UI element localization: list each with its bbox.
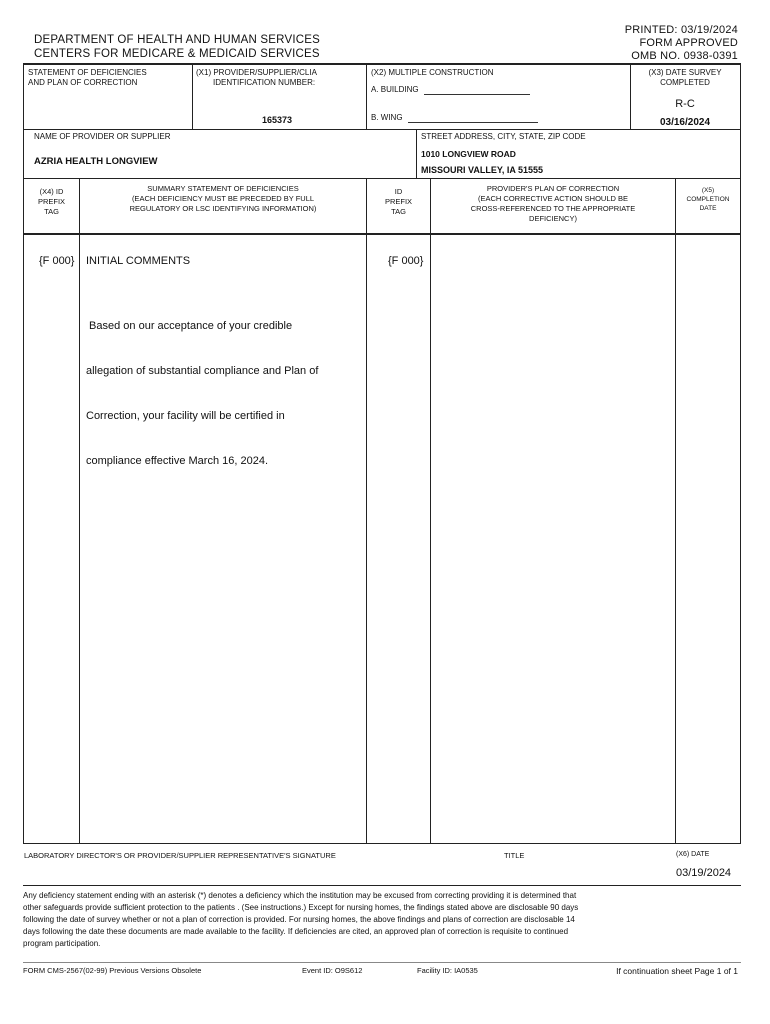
survey-code: R-C bbox=[675, 98, 695, 110]
summary-header-3: REGULATORY OR LSC IDENTIFYING INFORMATION) bbox=[129, 204, 317, 213]
title-label: TITLE bbox=[504, 851, 525, 860]
wing-label: B. WING bbox=[371, 113, 403, 122]
x3-label-1: (X3) DATE SURVEY bbox=[648, 68, 722, 77]
x4-header-3: TAG bbox=[44, 207, 59, 216]
plan-header-4: DEFICIENCY) bbox=[529, 214, 577, 223]
footnote bbox=[23, 890, 738, 950]
x5-header-1: (X5) bbox=[701, 187, 715, 194]
plan-header-3: CROSS-REFERENCED TO THE APPROPRIATE bbox=[470, 204, 636, 213]
footer-divider bbox=[23, 962, 741, 963]
city-state-zip: MISSOURI VALLEY, IA 51555 bbox=[421, 165, 544, 175]
deficiency-tag-right: {F 000} bbox=[388, 255, 424, 267]
event-id: Event ID: O9S612 bbox=[302, 966, 363, 975]
entry-body bbox=[86, 289, 361, 484]
x1-label-1: (X1) PROVIDER/SUPPLIER/CLIA bbox=[196, 68, 317, 77]
x5-header-3: DATE bbox=[699, 205, 717, 212]
x4-header-1: (X4) ID bbox=[39, 187, 64, 196]
building-label: A. BUILDING bbox=[371, 85, 419, 94]
facility-id: Facility ID: IA0535 bbox=[417, 966, 478, 975]
address-label: STREET ADDRESS, CITY, STATE, ZIP CODE bbox=[421, 132, 586, 141]
building-field bbox=[424, 86, 530, 95]
plan-header-2: (EACH CORRECTIVE ACTION SHOULD BE bbox=[477, 194, 629, 203]
entry-line: Based on our acceptance of your credible bbox=[86, 320, 293, 332]
footnote-line: days following the date these documents are made available to the facility. If deficiencies are cited, an approved plan of correction is requisite to continued bbox=[23, 927, 569, 936]
x2-label: (X2) MULTIPLE CONSTRUCTION bbox=[371, 68, 494, 77]
form-number: FORM CMS-2567(02-99) Previous Versions Obsolete bbox=[23, 966, 202, 975]
entry-line: allegation of substantial compliance and Plan of bbox=[86, 365, 319, 377]
signature-label: LABORATORY DIRECTOR'S OR PROVIDER/SUPPLIER REPRESENTATIVE'S SIGNATURE bbox=[24, 851, 336, 860]
entry-line: Correction, your facility will be certified in bbox=[86, 410, 285, 422]
department-name: DEPARTMENT OF HEALTH AND HUMAN SERVICES bbox=[34, 34, 320, 46]
x1-label-2: IDENTIFICATION NUMBER: bbox=[213, 78, 316, 87]
footnote-line: other safeguards provide sufficient protection to the patients . (See instructions.) Except for nursing homes, the findings stated above are disclosable 90 days bbox=[23, 903, 579, 912]
wing-field bbox=[408, 114, 538, 123]
x4-header-2: PREFIX bbox=[37, 197, 66, 206]
footnote-line: Any deficiency statement ending with an asterisk (*) denotes a deficiency which the institution may be excused from correcting providing it is determined that bbox=[23, 891, 577, 900]
deficiency-tag-left: {F 000} bbox=[39, 255, 75, 267]
summary-header-2: (EACH DEFICIENCY MUST BE PRECEDED BY FULL bbox=[131, 194, 315, 203]
survey-date: 03/16/2024 bbox=[659, 117, 711, 128]
signature-date: 03/19/2024 bbox=[676, 867, 732, 879]
provider-id-number: 165373 bbox=[262, 115, 293, 125]
omb-number: OMB NO. 0938-0391 bbox=[631, 50, 738, 62]
statement-label-2: AND PLAN OF CORRECTION bbox=[28, 78, 138, 87]
x6-date-label: (X6) DATE bbox=[676, 851, 710, 858]
agency-name: CENTERS FOR MEDICARE & MEDICAID SERVICES bbox=[34, 48, 320, 60]
entry-line: compliance effective March 16, 2024. bbox=[86, 455, 269, 467]
street-address: 1010 LONGVIEW ROAD bbox=[421, 149, 516, 159]
id-header-2: PREFIX bbox=[384, 197, 413, 206]
id-header-1: ID bbox=[394, 187, 403, 196]
printed-date: PRINTED: 03/19/2024 bbox=[624, 24, 738, 36]
form-approved: FORM APPROVED bbox=[639, 37, 738, 49]
summary-header-1: SUMMARY STATEMENT OF DEFICIENCIES bbox=[147, 184, 299, 193]
footnote-line: program participation. bbox=[23, 939, 101, 948]
continuation-page: If continuation sheet Page 1 of 1 bbox=[616, 966, 738, 976]
statement-label-1: STATEMENT OF DEFICIENCIES bbox=[28, 68, 147, 77]
x5-header-2: COMPLETION bbox=[686, 196, 730, 203]
provider-name: AZRIA HEALTH LONGVIEW bbox=[34, 156, 158, 167]
provider-name-label: NAME OF PROVIDER OR SUPPLIER bbox=[34, 132, 171, 141]
id-header-3: TAG bbox=[391, 207, 406, 216]
footnote-line: following the date of survey whether or not a plan of correction is provided. For nursing homes, the above findings and plans of correction are disclosable 14 bbox=[23, 915, 575, 924]
x3-label-2: COMPLETED bbox=[660, 78, 710, 87]
entry-title: INITIAL COMMENTS bbox=[86, 255, 191, 267]
plan-header-1: PROVIDER'S PLAN OF CORRECTION bbox=[486, 184, 620, 193]
